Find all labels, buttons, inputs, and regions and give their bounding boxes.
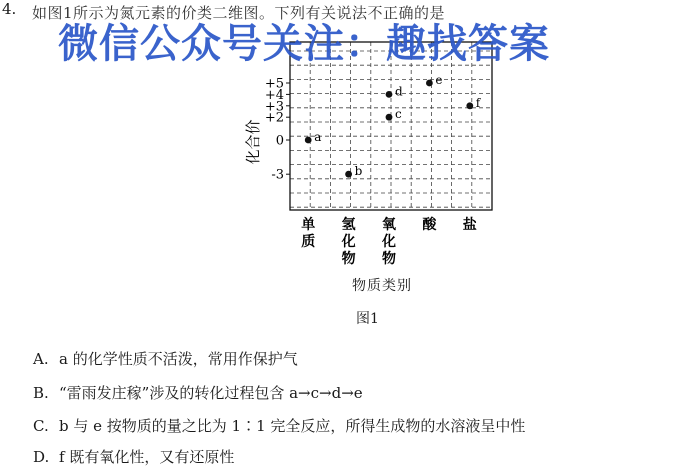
- y-tick-label: +4: [264, 87, 284, 103]
- y-tick-label: +3: [264, 99, 284, 115]
- data-point-e: [426, 73, 443, 87]
- option-d: [33, 446, 234, 467]
- option-text: a 的化学性质不活泼，常用作保护气: [59, 350, 298, 368]
- data-point-d: [386, 84, 403, 98]
- x-category-label: [341, 216, 357, 267]
- data-points: [305, 73, 482, 178]
- option-b: [33, 382, 363, 403]
- y-tick-label: -3: [271, 167, 284, 183]
- x-category-char: 盐: [462, 217, 477, 233]
- x-category-label: [381, 216, 397, 267]
- x-category-char: 化: [341, 234, 356, 250]
- option-letter: B.: [33, 384, 49, 402]
- y-tick-label: +5: [264, 76, 284, 92]
- option-letter: D.: [33, 448, 50, 466]
- point-marker: [466, 102, 473, 109]
- point-marker: [345, 171, 352, 178]
- x-category-char: 化: [382, 234, 396, 250]
- x-category-char: 单: [301, 217, 316, 233]
- question-stem: 如图1所示为氮元素的价类二维图。下列有关说法不正确的是: [32, 4, 446, 22]
- valence-class-chart: [240, 40, 520, 290]
- x-category-label: [463, 216, 477, 233]
- question-number: 4.: [2, 0, 17, 18]
- point-marker: [386, 114, 393, 121]
- x-category-char: 酸: [422, 217, 437, 233]
- x-axis-label: 物质类别: [352, 278, 412, 294]
- option-a: [33, 348, 298, 369]
- point-marker: [305, 137, 312, 144]
- x-category-label: [422, 216, 437, 233]
- x-category-label: [301, 216, 315, 250]
- point-label: f: [475, 95, 481, 110]
- option-text: b 与 e 按物质的量之比为 1∶1 完全反应，所得生成物的水溶液呈中性: [59, 417, 526, 435]
- x-category-char: 物: [382, 251, 396, 267]
- option-text: f 既有氧化性，又有还原性: [59, 448, 235, 466]
- x-category-char: 氢: [341, 217, 356, 233]
- point-label: a: [314, 130, 322, 144]
- x-category-labels: [301, 216, 477, 267]
- point-label: d: [395, 84, 403, 99]
- data-point-a: [305, 130, 322, 144]
- point-label: e: [435, 73, 443, 87]
- data-point-c: [386, 107, 402, 121]
- option-text: “雷雨发庄稼”涉及的转化过程包含 a→c→d→e: [59, 384, 363, 402]
- watermark-text: 微信公众号关注：趣找答案: [58, 21, 550, 67]
- point-label: c: [395, 107, 402, 122]
- figure-caption: 图1: [356, 311, 379, 327]
- y-tick-label: +2: [264, 110, 284, 126]
- option-c: [33, 415, 525, 436]
- x-category-char: 质: [301, 234, 316, 250]
- point-marker: [426, 80, 433, 87]
- point-label: b: [354, 164, 363, 179]
- y-tick-labels: [265, 77, 290, 183]
- point-marker: [386, 91, 393, 98]
- y-axis-label: 化合价: [244, 119, 262, 165]
- option-letter: C.: [33, 417, 49, 435]
- y-tick-label: 0: [275, 133, 284, 149]
- data-point-b: [345, 164, 362, 178]
- option-letter: A.: [33, 350, 49, 368]
- x-category-char: 物: [341, 251, 356, 267]
- x-category-char: 氧: [382, 217, 396, 233]
